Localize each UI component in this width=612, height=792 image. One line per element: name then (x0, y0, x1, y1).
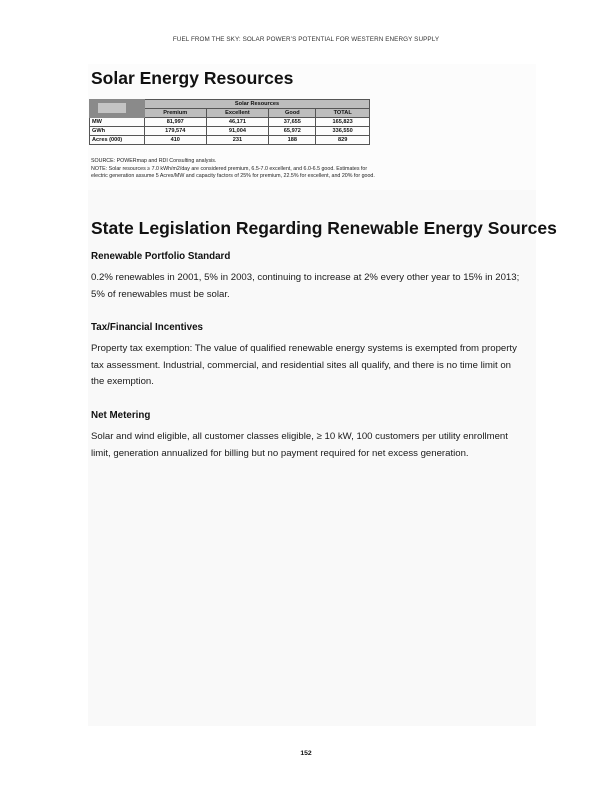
table-cell: 46,171 (206, 118, 269, 127)
table-row (90, 118, 370, 127)
table-cell: 336,550 (316, 127, 370, 136)
solar-resources-table (89, 99, 370, 145)
table-cell: 37,655 (269, 118, 316, 127)
group-header-cell: Solar Resources (145, 100, 370, 109)
table-cell: 410 (145, 136, 207, 145)
table-group-header-row (90, 100, 370, 109)
table-cell: 188 (269, 136, 316, 145)
table-cell: 91,004 (206, 127, 269, 136)
row-label: Acres (000) (90, 136, 145, 145)
tax-incentives-subheading: Tax/Financial Incentives (91, 322, 203, 333)
rps-subheading: Renewable Portfolio Standard (91, 251, 231, 262)
tax-incentives-paragraph: Property tax exemption: The value of qualified renewable energy systems is exempted from property tax assessment. Industrial, commercial, and residential sites all qualify, and there is no time limit on the exemption. (91, 343, 517, 388)
table-cell: 81,997 (145, 118, 207, 127)
note-text: NOTE: Solar resources ≥ 7.0 kWh/m2/day are considered premium, 6.5-7.0 excellent, and 6.0-6.5 good. Estimates for electric generation assume 5 Acres/MW and capacity factors of 25% for premium, 22.5% for excellent, and 20% for good. (91, 165, 375, 180)
running-header: FUEL FROM THE SKY: SOLAR POWER’S POTENTIAL FOR WESTERN ENERGY SUPPLY (172, 36, 440, 43)
column-header: Good (269, 109, 316, 118)
column-header: Excellent (206, 109, 269, 118)
table-cell: 829 (316, 136, 370, 145)
net-metering-subheading: Net Metering (91, 410, 151, 421)
table-cell: 165,823 (316, 118, 370, 127)
column-header: TOTAL (316, 109, 370, 118)
table-cell: 179,574 (145, 127, 207, 136)
row-label: GWh (90, 127, 145, 136)
table-cell: 65,972 (269, 127, 316, 136)
table-row (90, 136, 370, 145)
table-corner-cell (90, 100, 145, 118)
row-label: MW (90, 118, 145, 127)
rps-paragraph: 0.2% renewables in 2001, 5% in 2003, continuing to increase at 2% every other year to 15% in 2013; 5% of renewables must be solar. (91, 272, 520, 300)
net-metering-paragraph: Solar and wind eligible, all customer classes eligible, ≥ 10 kW, 100 customers per utility enrollment limit, generation annualized for billing but no payment required for net excess generation. (91, 431, 508, 459)
table-cell: 231 (206, 136, 269, 145)
state-legislation-heading: State Legislation Regarding Renewable Energy Sources (91, 218, 557, 238)
table-row (90, 127, 370, 136)
table-notes (91, 158, 381, 181)
corner-box (98, 103, 126, 113)
column-header: Premium (145, 109, 207, 118)
source-note: SOURCE: POWERmap and RDI Consulting analysis. (91, 158, 217, 164)
page-number: 152 (300, 750, 312, 757)
solar-resources-heading: Solar Energy Resources (91, 68, 294, 88)
